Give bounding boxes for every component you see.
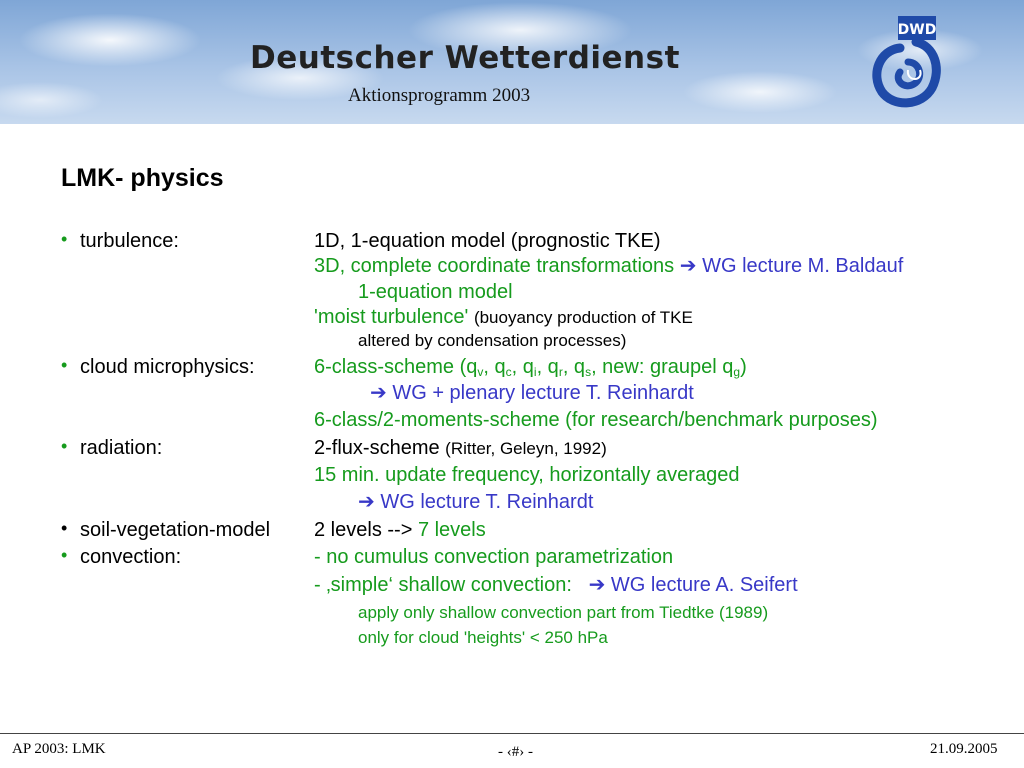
label-soil-vegetation: soil-vegetation-model xyxy=(80,519,271,541)
arrow-icon: ➔ xyxy=(370,382,387,404)
buoyancy-text: (buoyancy production of TKE xyxy=(473,308,693,327)
bullet-turbulence: • xyxy=(61,229,68,249)
cloud-wg-lecture: WG + plenary lecture T. Reinhardt xyxy=(392,382,694,404)
dwd-logo-icon xyxy=(872,12,944,112)
turbulence-line-5: altered by condensation processes) xyxy=(358,331,627,350)
soil-line-1: 2 levels --> 7 levels xyxy=(314,519,486,541)
moist-turbulence-text: 'moist turbulence' xyxy=(314,306,469,328)
turbulence-line-4 xyxy=(314,305,693,330)
turbulence-line-1: 1D, 1-equation model (prognostic TKE) xyxy=(314,230,661,252)
slide-title: LMK- physics xyxy=(61,164,224,192)
header-banner xyxy=(0,0,1024,124)
cloud-line-3: 6-class/2-moments-scheme (for research/benchmark purposes) xyxy=(314,409,878,431)
convection-line-2: - ‚simple‘ shallow convection: ➔ WG lecture A. Seifert xyxy=(314,574,798,596)
footer-divider xyxy=(0,733,1024,734)
dwd-logo-text: DWD xyxy=(897,22,937,38)
radiation-line-3 xyxy=(358,490,593,514)
convection-line-3: apply only shallow convection part from Tiedtke (1989) xyxy=(358,603,769,622)
convection-wg-lecture: WG lecture A. Seifert xyxy=(610,574,798,596)
radiation-line-2: 15 min. update frequency, horizontally averaged xyxy=(314,464,740,486)
radiation-line-1: 2-flux-scheme (Ritter, Geleyn, 1992) xyxy=(314,437,607,459)
arrow-icon: ➔ xyxy=(588,574,606,596)
footer-left: AP 2003: LMK xyxy=(12,741,106,757)
label-convection: convection: xyxy=(80,546,182,568)
cloud-line-2 xyxy=(370,381,694,405)
arrow-icon: ➔ xyxy=(679,255,697,277)
header-title: Deutscher Wetterdienst xyxy=(250,40,680,76)
turbulence-wg-lecture: WG lecture M. Baldauf xyxy=(702,255,904,277)
header-subtitle: Aktionsprogramm 2003 xyxy=(348,85,531,106)
label-cloud-microphysics: cloud microphysics: xyxy=(80,356,255,378)
bullet-convection: • xyxy=(61,545,68,565)
bullet-soil: • xyxy=(61,518,68,538)
radiation-wg-lecture: WG lecture T. Reinhardt xyxy=(380,491,594,513)
label-turbulence: turbulence: xyxy=(80,230,179,252)
bullet-radiation: • xyxy=(61,436,68,456)
turbulence-3d-text: 3D, complete coordinate transformations xyxy=(314,255,675,277)
footer-date: 21.09.2005 xyxy=(930,741,998,757)
label-radiation: radiation: xyxy=(80,437,163,459)
convection-line-1: - no cumulus convection parametrization xyxy=(314,546,674,568)
bullet-cloud: • xyxy=(61,355,68,375)
footer-page-number: - ‹#› - xyxy=(498,744,533,760)
cloud-line-1: 6-class-scheme ($q_v$, $q_c$, $q_i$, $q_r$, $q_s$, new: graupel $q_g$) xyxy=(314,356,747,379)
turbulence-line-2 xyxy=(314,254,903,278)
convection-line-4: only for cloud 'heights' < 250 hPa xyxy=(358,628,608,647)
turbulence-line-3: 1-equation model xyxy=(358,281,513,303)
arrow-icon: ➔ xyxy=(358,491,375,513)
